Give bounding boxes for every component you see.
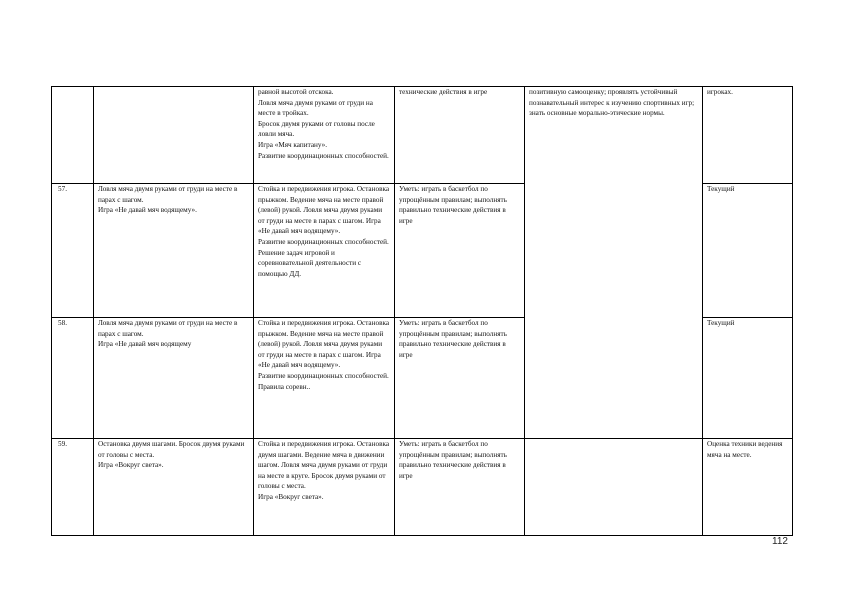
table-row	[52, 87, 793, 184]
subject-results: Уметь: играть в баскетбол по упрощённым правилам; выполнять правильно технические действия в игре	[399, 185, 507, 225]
lesson-number: 58.	[58, 319, 67, 327]
lesson-number: 59.	[58, 440, 67, 448]
lesson-topic-cell	[94, 87, 254, 184]
meta-results-cell	[525, 87, 703, 439]
control-type: игроках.	[707, 88, 733, 96]
lesson-topic: Ловля мяча двумя руками от груди на месте в парах с шагом. Игра «Не давай мяч водящему».	[98, 185, 238, 215]
lesson-content: Стойка и передвижения игрока. Остановка двумя шагами. Ведение мяча в движении шагом. Ловля мяча двумя руками от груди на месте в круге. Бросок двумя руками от головы с места. Игра «Вокруг света».	[258, 440, 390, 501]
control-type: Оценка техники ведения мяча на месте.	[707, 440, 783, 459]
meta-results-cell	[525, 439, 703, 536]
lesson-topic-cell	[94, 318, 254, 439]
lesson-plan-table	[51, 86, 793, 536]
control-type-cell	[703, 184, 793, 318]
lesson-content: равной высотой отскока. Ловля мяча двумя руками от груди на месте в тройках. Бросок двумя руками от головы после ловли мяча. Игра «Мяч капитану». Развитие координационных способностей.	[258, 88, 389, 160]
lesson-content: Стойка и передвижения игрока. Остановка прыжком. Ведение мяча на месте правой (левой) рукой. Ловля мяча двумя руками от груди на месте в парах с шагом. Игра «Не давай мяч водящему». Развитие координационных способностей. Правила соревн..	[258, 319, 390, 391]
subject-results: технические действия в игре	[399, 88, 488, 96]
lesson-number-cell	[52, 439, 94, 536]
page-number: 112	[772, 536, 788, 547]
lesson-topic: Ловля мяча двумя руками от груди на месте в парах с шагом. Игра «Не давай мяч водящему	[98, 319, 238, 349]
subject-results-cell	[395, 87, 525, 184]
control-type-cell	[703, 439, 793, 536]
lesson-topic-cell	[94, 439, 254, 536]
subject-results-cell	[395, 439, 525, 536]
control-type-cell	[703, 87, 793, 184]
subject-results: Уметь: играть в баскетбол по упрощённым правилам; выполнять правильно технические действия в игре	[399, 440, 507, 480]
lesson-number-cell	[52, 318, 94, 439]
lesson-content-cell	[254, 439, 395, 536]
lesson-number-cell	[52, 184, 94, 318]
table-row	[52, 439, 793, 536]
control-type: Текущий	[707, 185, 735, 193]
lesson-topic-cell	[94, 184, 254, 318]
subject-results-cell	[395, 318, 525, 439]
lesson-number: 57.	[58, 185, 67, 193]
meta-results: позитивную самооценку; проявлять устойчивый познавательный интерес к изучению спортивных игр; знать основные морально-этические нормы.	[529, 88, 695, 118]
lesson-topic: Остановка двумя шагами. Бросок двумя руками от головы с места. Игра «Вокруг света».	[98, 440, 245, 470]
control-type: Текущий	[707, 319, 735, 327]
lesson-number-cell	[52, 87, 94, 184]
lesson-content-cell	[254, 184, 395, 318]
lesson-content: Стойка и передвижения игрока. Остановка прыжком. Ведение мяча на месте правой (левой) рукой. Ловля мяча двумя руками от груди на месте в парах с шагом. Игра «Не давай мяч водящему». Развитие координационных способностей. Решение задач игровой и соревновательной деятельности с помощью ДД.	[258, 185, 390, 278]
subject-results: Уметь: играть в баскетбол по упрощённым правилам; выполнять правильно технические действия в игре	[399, 319, 507, 359]
subject-results-cell	[395, 184, 525, 318]
lesson-content-cell	[254, 318, 395, 439]
lesson-content-cell	[254, 87, 395, 184]
control-type-cell	[703, 318, 793, 439]
